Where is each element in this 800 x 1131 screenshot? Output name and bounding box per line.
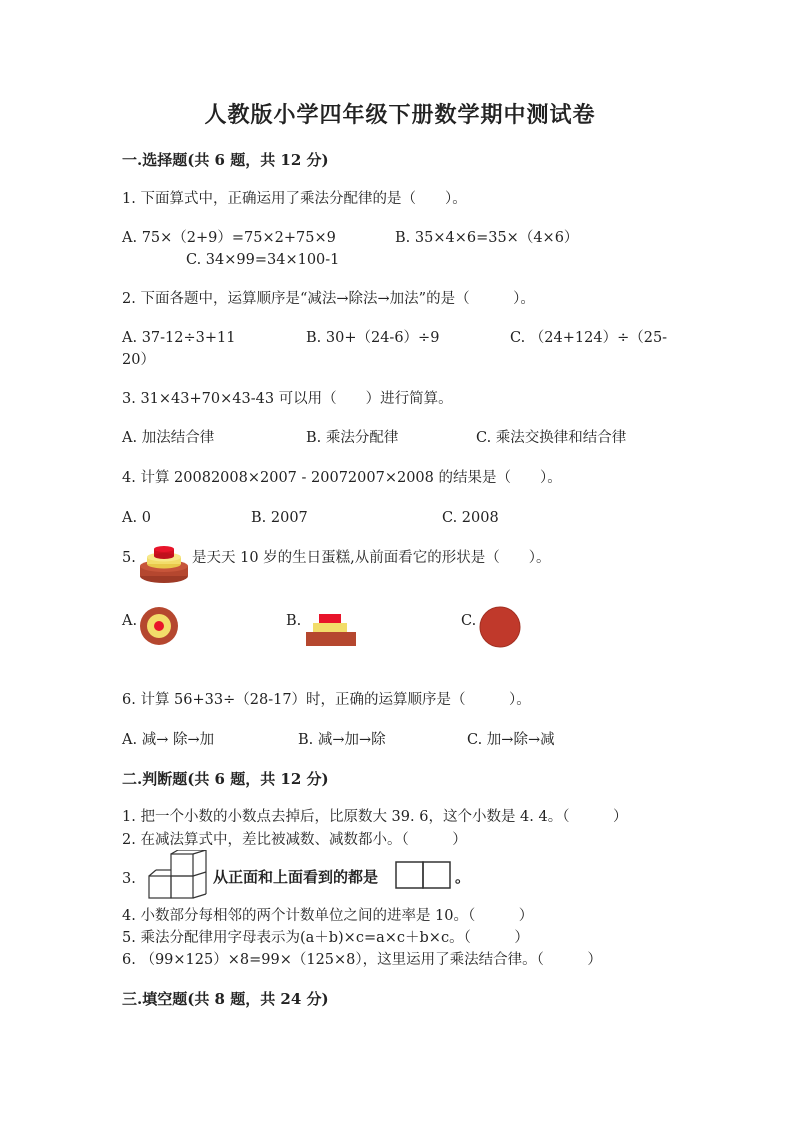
q4-option-b: B. 2007 [251, 510, 308, 526]
q5-stem: 是天天 10 岁的生日蛋糕,从前面看它的形状是（ ）。 [192, 550, 551, 566]
q2-option-b: B. 30+（24-6）÷9 [306, 330, 440, 346]
q5-option-b: B. [286, 613, 302, 629]
q2-option-a: A. 37-12÷3+11 [122, 330, 236, 346]
q2-option-c-cont: 20） [122, 352, 155, 368]
stacked-rectangles-image [305, 612, 357, 648]
q6-stem: 6. 计算 56+33÷（28-17）时，正确的运算顺序是（ ）。 [122, 692, 531, 708]
q2-option-c: C. （24+124）÷（25- [510, 330, 668, 346]
q3-option-a: A. 加法结合律 [122, 430, 215, 446]
judge-item: 6. （99×125）×8=99×（125×8），这里运用了乘法结合律。（ ） [122, 952, 602, 968]
judge-item: 2. 在减法算式中，差比被减数、减数都小。（ ） [122, 832, 467, 848]
q1-option-c: C. 34×99=34×100-1 [186, 252, 340, 268]
q1-option-b: B. 35×4×6=35×（4×6） [395, 230, 579, 246]
q5-option-a: A. [122, 613, 138, 629]
q3-option-c: C. 乘法交换律和结合律 [476, 430, 627, 446]
q4-option-c: C. 2008 [442, 510, 499, 526]
q1-stem: 1. 下面算式中，正确运用了乘法分配律的是（ ）。 [122, 191, 467, 207]
page-title: 人教版小学四年级下册数学期中测试卷 [204, 102, 596, 128]
section3-heading: 三.填空题(共 8 题，共 24 分) [122, 990, 329, 1008]
q6-option-c: C. 加→除→减 [467, 732, 555, 748]
q5-option-c: C. [461, 613, 477, 629]
q1-option-a: A. 75×（2+9）=75×2+75×9 [122, 230, 336, 246]
two-squares-image [395, 861, 451, 889]
concentric-circles-image [139, 606, 179, 646]
judge-item: 4. 小数部分每相邻的两个计数单位之间的进率是 10。（ ） [122, 908, 534, 924]
q6-option-b: B. 减→加→除 [298, 732, 386, 748]
plain-circle-image [479, 606, 521, 648]
judge-item: 5. 乘法分配律用字母表示为(a＋b)×c=a×c＋b×c。（ ） [122, 930, 529, 946]
judge-item: 1. 把一个小数的小数点去掉后，比原数大 39. 6，这个小数是 4. 4。（ ） [122, 809, 628, 825]
q3-option-b: B. 乘法分配律 [306, 430, 399, 446]
judge-q3-num: 3. [122, 871, 136, 887]
section1-heading: 一.选择题(共 6 题，共 12 分) [122, 151, 329, 169]
q3-stem: 3. 31×43+70×43-43 可以用（ ）进行简算。 [122, 391, 453, 407]
judge-q3-text: 从正面和上面看到的都是 [213, 868, 379, 886]
q5-num: 5. [122, 550, 136, 566]
section2-heading: 二.判断题(共 6 题，共 12 分) [122, 770, 329, 788]
q4-option-a: A. 0 [122, 510, 151, 526]
q2-stem: 2. 下面各题中，运算顺序是“减法→除法→加法”的是（ ）。 [122, 291, 535, 307]
judge-q3-end: 。 [455, 868, 471, 886]
q4-stem: 4. 计算 20082008×2007 - 20072007×2008 的结果是（ ）。 [122, 470, 562, 486]
cube-stack-image [146, 850, 210, 902]
q6-option-a: A. 减→ 除→加 [122, 732, 215, 748]
birthday-cake-image [138, 544, 190, 586]
